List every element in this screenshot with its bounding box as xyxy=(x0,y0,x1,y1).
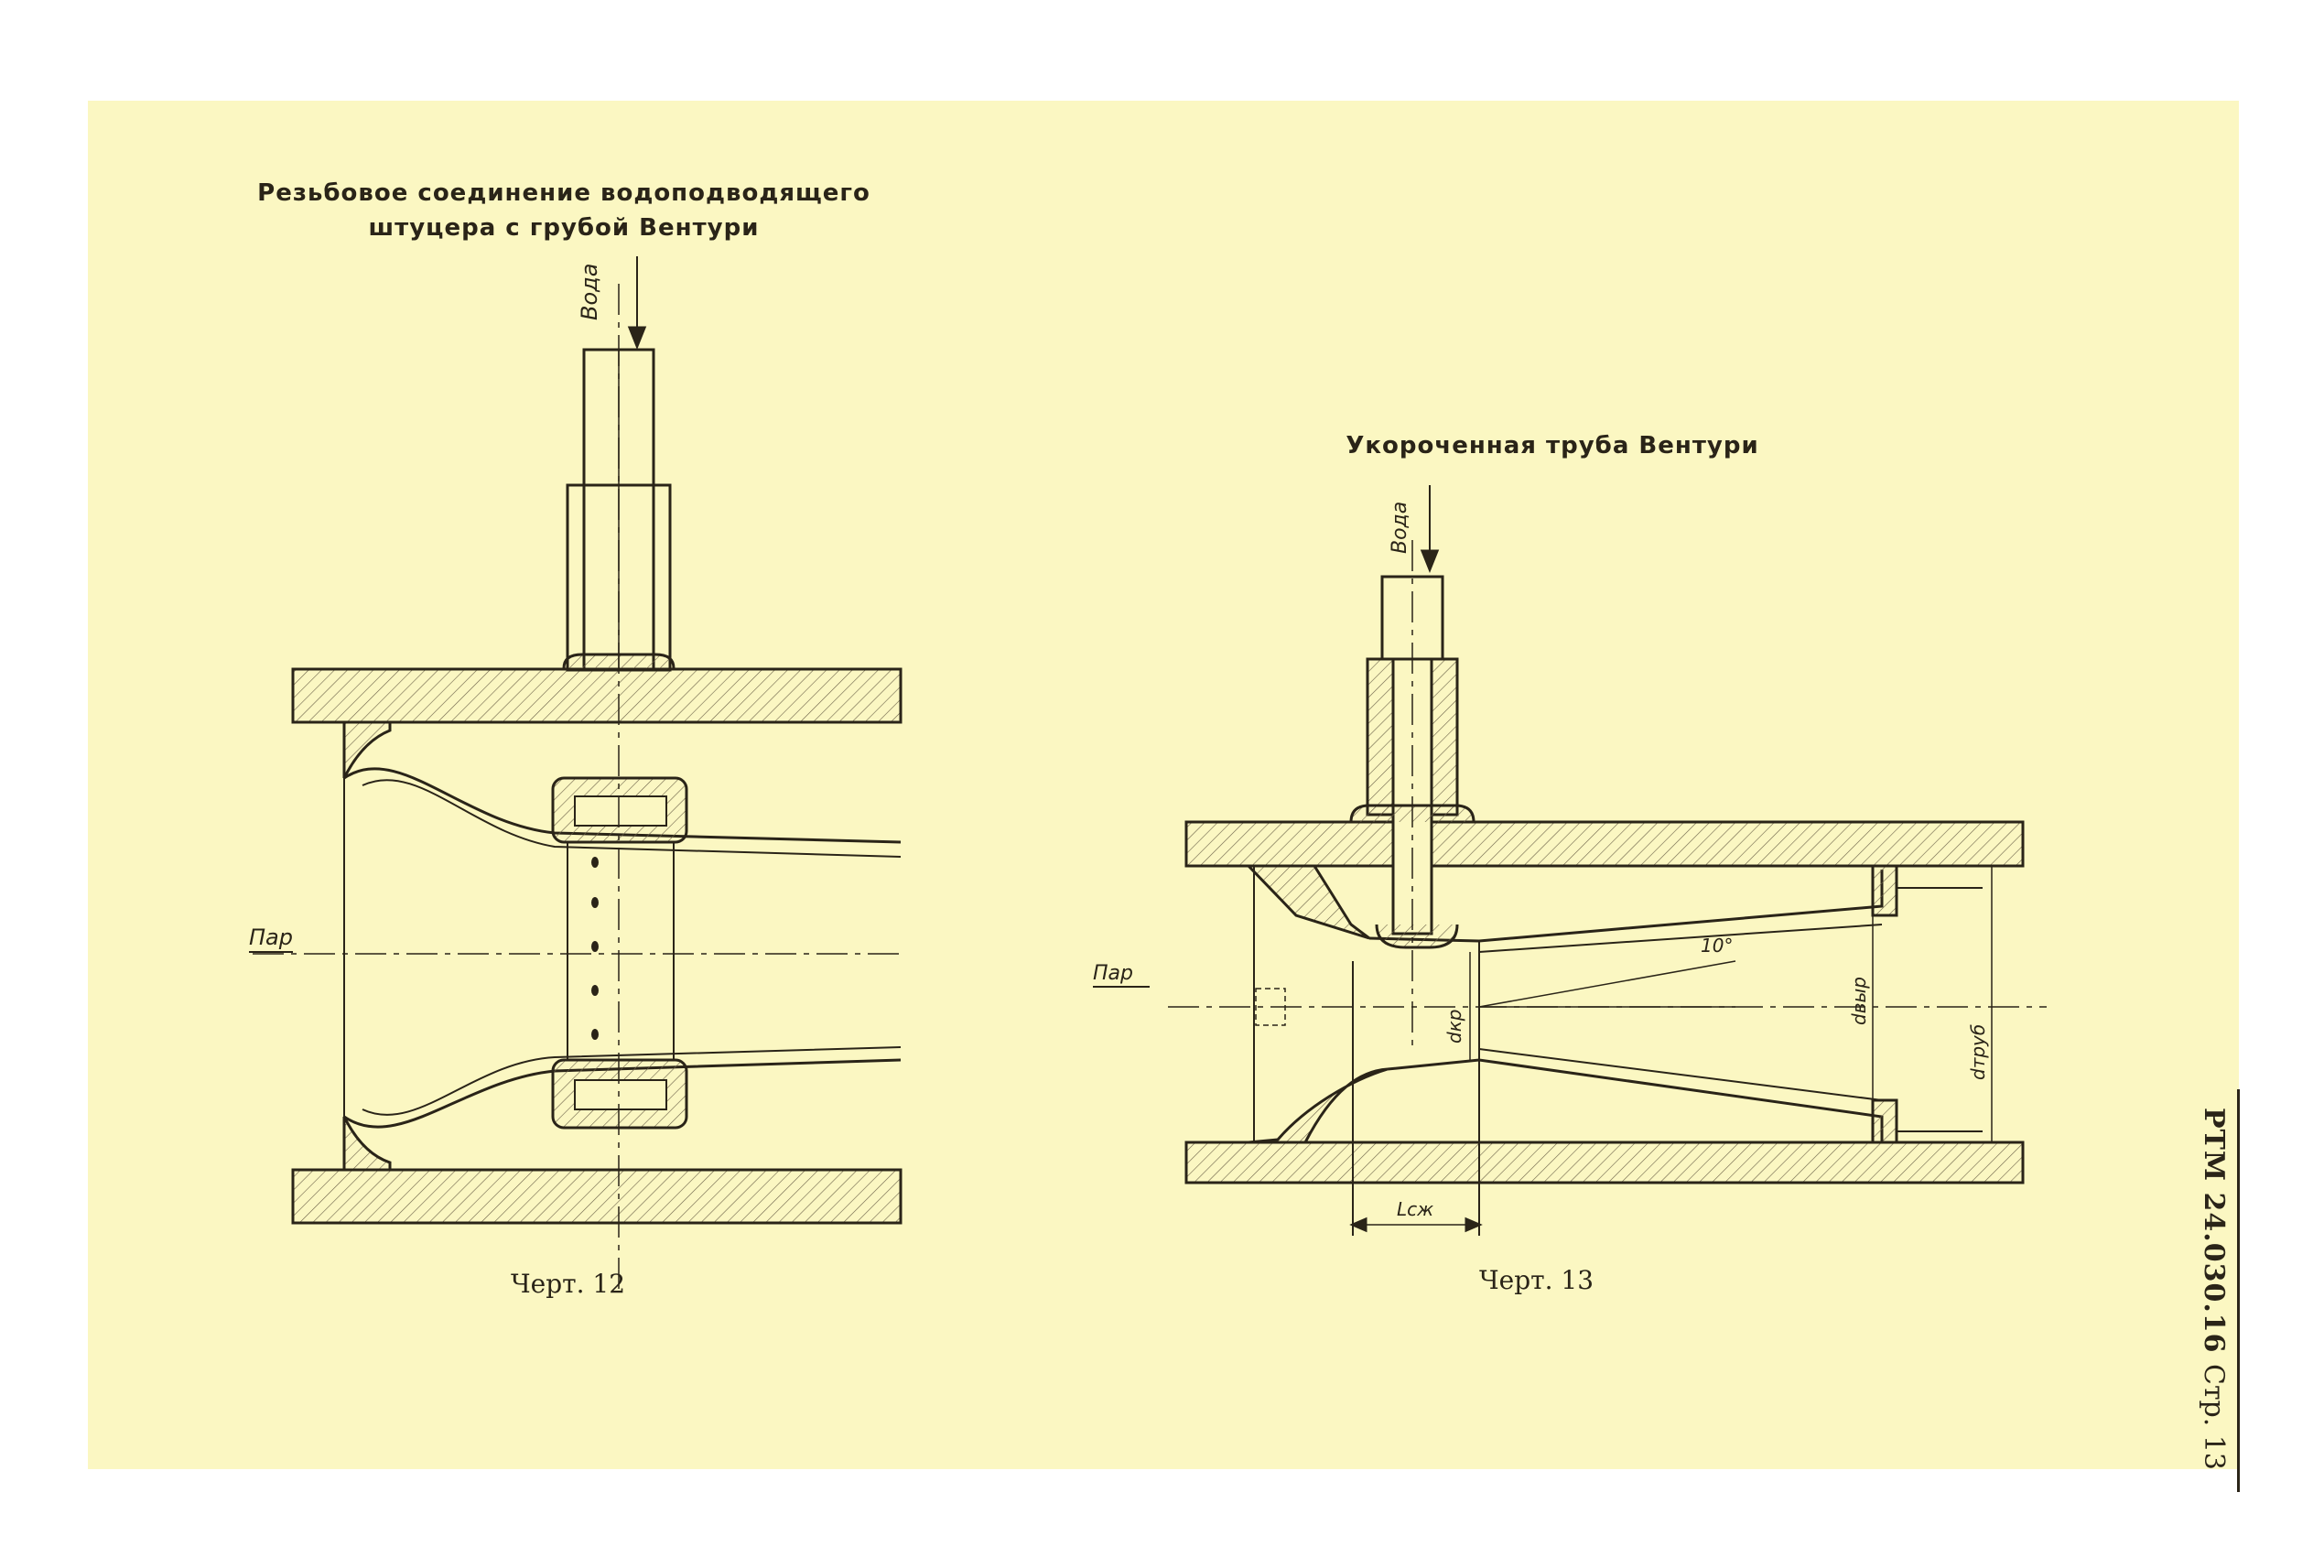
fig12-pipe-wall-top xyxy=(293,669,901,722)
fig13-label-angle: 10° xyxy=(1701,935,1734,957)
fig13-inlet-cone-top xyxy=(1248,866,1369,938)
figure-12-drawing xyxy=(253,256,901,1291)
fig12-label-water: Вода xyxy=(577,263,602,320)
fig13-label-d-pipe: dтруб xyxy=(1967,1023,1989,1080)
fig13-label-water: Вода xyxy=(1389,501,1411,554)
document-sheet xyxy=(88,101,2239,1469)
drawing-canvas xyxy=(88,101,2239,1469)
margin-rule xyxy=(2237,1089,2240,1492)
fig12-label-steam: Пар xyxy=(249,925,293,950)
fig13-pipe-wall-top xyxy=(1186,822,2023,866)
fig12-pipe-wall-bottom xyxy=(293,1170,901,1223)
fig13-label-d-throat: dкр xyxy=(1443,1009,1465,1044)
figure-13-caption: Черт. 13 xyxy=(1479,1265,1594,1295)
fig13-pipe-wall-bottom xyxy=(1186,1142,2023,1183)
fig13-contour-bottom xyxy=(1388,1060,1882,1142)
document-code: РТМ 24.030.16 xyxy=(2198,1108,2230,1354)
fig13-outlet-flange-bottom xyxy=(1873,1100,1897,1142)
figure-12-title-line2: штуцера с грубой Вентури xyxy=(368,214,760,242)
page-number: Стр. 13 xyxy=(2198,1364,2230,1471)
figure-13-drawing xyxy=(1168,485,2047,1236)
fig13-outlet-flange-top xyxy=(1873,866,1897,915)
fig13-inlet-cone-bottom xyxy=(1248,1069,1388,1142)
figure-12-caption: Черт. 12 xyxy=(511,1269,626,1299)
fig13-label-steam: Пар xyxy=(1093,962,1133,985)
fig12-nozzle-holes xyxy=(591,857,599,1040)
figure-12-title-line1: Резьбовое соединение водоподводящего xyxy=(257,179,870,207)
fig13-label-l-throat: Lсж xyxy=(1397,1198,1434,1220)
fig13-label-d-out: dвыр xyxy=(1848,977,1870,1025)
figure-13-title: Укороченная труба Вентури xyxy=(1346,432,1759,460)
